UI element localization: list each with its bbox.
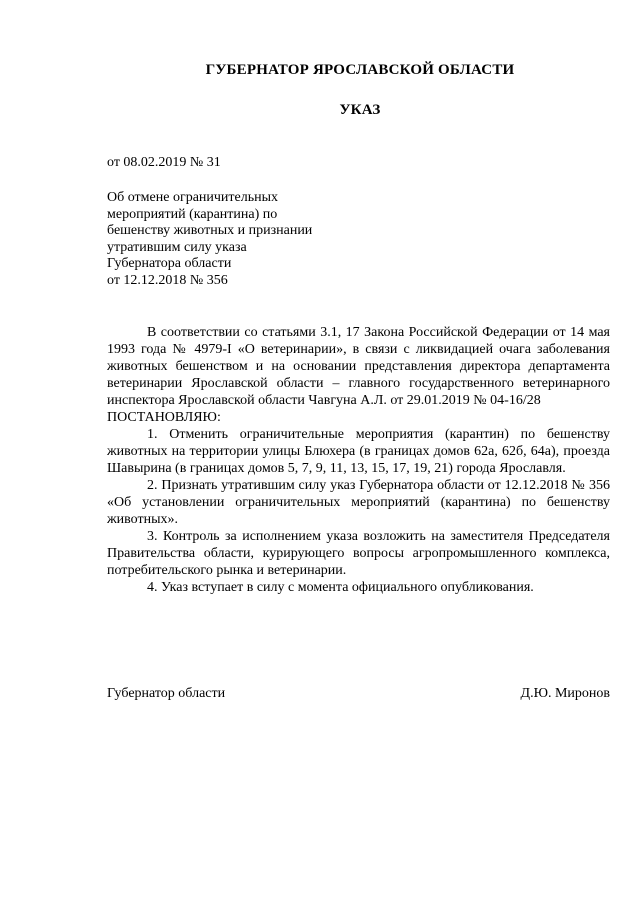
resolve-keyword: ПОСТАНОВЛЯЮ: bbox=[107, 410, 221, 425]
signatory-name: Д.Ю. Миронов bbox=[520, 686, 610, 701]
subject-line: мероприятий (карантина) по bbox=[107, 206, 278, 222]
subject-line: утратившим силу указа bbox=[107, 239, 247, 255]
resolution-item: 1. Отменить ограничительные мероприятия (карантин) по бешенству животных на территории улицы Блюхера (в границах домов 62а, 62б, 64а), проезда Шавырина (в границах домов 5, 7, 9, 11, 13, 15, 17, 19, 21) города Ярославля. bbox=[107, 427, 610, 476]
resolution-item: 4. Указ вступает в силу с момента официального опубликования. bbox=[147, 580, 534, 595]
date-and-number: от 08.02.2019 № 31 bbox=[107, 155, 221, 170]
preamble-paragraph: В соответствии со статьями 3.1, 17 Закона Российской Федерации от 14 мая 1993 года № 4979-I «О ветеринарии», в связи с ликвидацией очага заболевания животных бешенством и на основании представления директора департамента ветеринарии Ярославской области – главного государственного ветеринарного инспектора Ярославской области Чавгуна А.Л. от 29.01.2019 № 04-16/28 bbox=[107, 325, 610, 408]
resolution-item: 2. Признать утратившим силу указ Губернатора области от 12.12.2018 № 356 «Об установлении ограничительных мероприятий (карантина) по бешенству животных». bbox=[107, 478, 610, 527]
document-type-heading: УКАЗ bbox=[339, 102, 381, 118]
subject-line: Губернатора области bbox=[107, 256, 232, 271]
subject-line: бешенству животных и признании bbox=[107, 223, 313, 238]
resolution-item: 3. Контроль за исполнением указа возложить на заместителя Председателя Правительства области, курирующего вопросы агропромышленного комплекса, потребительского рынка и ветеринарии. bbox=[107, 529, 610, 578]
document-body bbox=[107, 324, 610, 596]
document-subject bbox=[107, 190, 312, 289]
signatory-position: Губернатор области bbox=[107, 686, 226, 701]
subject-line: Об отмене ограничительных bbox=[107, 190, 279, 205]
issuing-authority-heading: ГУБЕРНАТОР ЯРОСЛАВСКОЙ ОБЛАСТИ bbox=[205, 62, 515, 78]
subject-line: от 12.12.2018 № 356 bbox=[107, 272, 228, 288]
